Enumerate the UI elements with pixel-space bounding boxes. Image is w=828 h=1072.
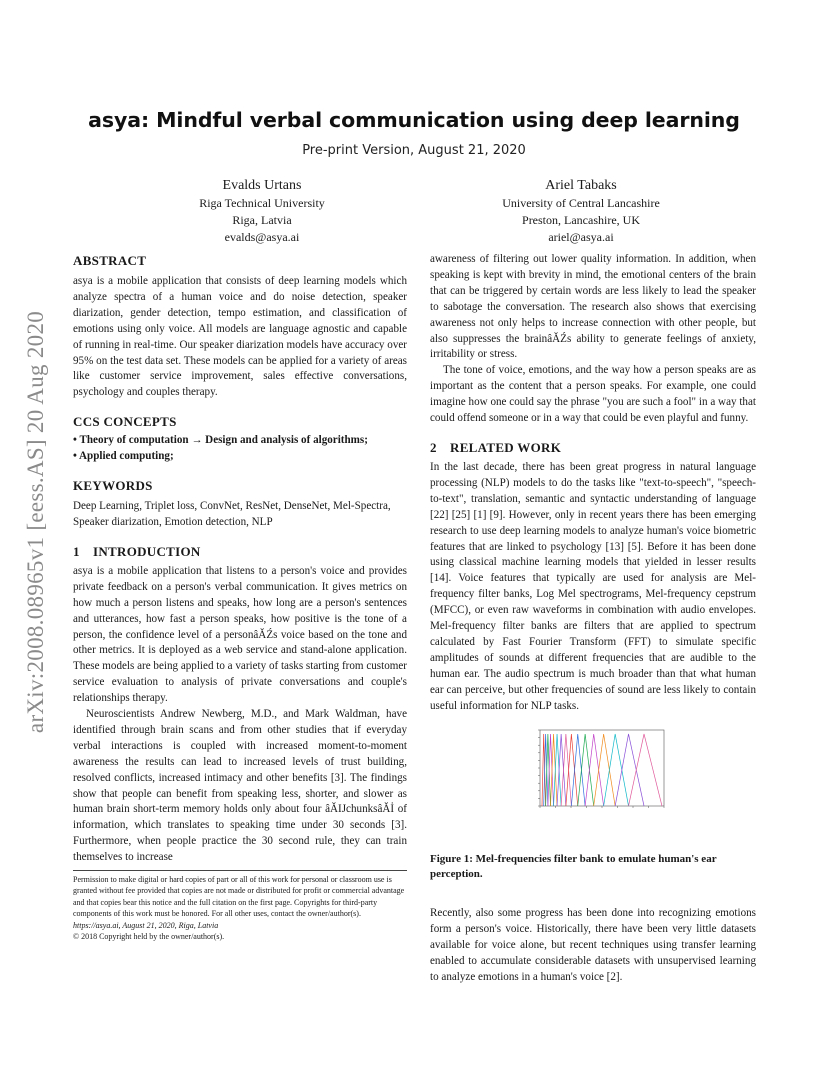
related-work-paragraph: In the last decade, there has been great progress in natural language processing (NLP) models to do the tasks like "text-to-speech", "speech-to-text", translation, semantic and syntactic understanding of language [22] [25] [1] [9]. However, only in recent years there has been emerging research to use deep learning models to analyze human's voice biometric features that are linked to psychology [13] [5]. Before it has been done using classical machine learning models that yielded in lesser results [14]. Voice features that typically are used for analysis are Mel-frequency filter banks, Log Mel spectrograms, Mel-frequency cepstrum (MFCC), or even raw waveforms in combination with audio envelopes. Mel-frequency filter banks are filters that are applied to spectrum calculated by Fast Fourier Transform (FFT) to simulate specific amplitudes of sounds at different frequencies that are audible to the human ear. The audio spectrum is much broader than that what human ear can perceive, but other frequencies of sound are less likely to contain useful information for NLP tasks. xyxy=(430,460,756,712)
intro-paragraph-2: Neuroscientists Andrew Newberg, M.D., and Mark Waldman, have identified through brain scans and from other studies that if everyday verbal interactions is coupled with increased moment-to-moment awareness the results can lead to increased levels of trust building, resolved conflicts, increased intimacy and other benefits [3]. The findings show that people can benefit from speaking less, shorter, and slower as human brain short-term memory holds only about four âĂIJchunksâĂİ of information, which translates to speaking time under 30 seconds [3]. Furthermore, when people practice the 30 second rule, they can train themselves to increase xyxy=(73,708,407,864)
venue-text: https://asya.ai, August 21, 2020, Riga, Latvia xyxy=(73,920,219,930)
arxiv-sidebar xyxy=(20,272,52,772)
ccs-item: • Theory of computation → Design and analysis of algorithms; xyxy=(73,434,368,447)
abstract-text: asya is a mobile application that consists of deep learning models which analyze spectra of a human voice and do noise detection, speaker diarization, gender detection, tempo estimation, and classification of emotions using only voice. All models are language agnostic and capable of running in real-time. Our speaker diarization models have accuracy over 95% on the test data set. These models can be applied for a variety of areas like customer service improvement, sales effective conversations, psychology and couples therapy. xyxy=(73,275,407,399)
permission-text: Permission to make digital or hard copies of part or all of this work for personal or classroom use is granted without fee provided that copies are not made or distributed for profit or commercial advantage and that copies bear this notice and the full citation on the first page. Copyrights for third-party components of this work must be honored. For all other uses, contact the owner/author(s). xyxy=(73,875,405,919)
body-paragraph: The tone of voice, emotions, and the way how a person speaks are as important as the content that a person speaks. For example, one could imagine how one could say the phrase "you are such a fool" in a way that could offend someone or in a way that could be even playful and funny. xyxy=(430,364,756,425)
filter-triangle xyxy=(566,734,578,806)
mel-filterbank-figure xyxy=(518,724,668,820)
copyright-text: © 2018 Copyright held by the owner/author(s). xyxy=(73,932,225,942)
intro-paragraph-1: asya is a mobile application that listens to a person's voice and provides private feedback on a person's verbal communication. It gives metrics on how much a person listens and speaks, how long are a person's sentences and utterances, how fast a person speaks, how positive is the tone of a person, the confidence level of a personâĂŹs voice based on the tone and other metrics. It is deployed as a web service and stand-alone application. These models are being applied to a variety of tasks starting from customer service evaluation to analysis of private conversations and couple's relationships therapy. xyxy=(73,564,407,705)
body-paragraph: awareness of filtering out lower quality information. In addition, when speaking is kept with brevity in mind, the emotional centers of the brain that can be triggered by certain words are less likely to lead the speaker to sabotage the conversation. The research also shows that exercising awareness not only helps to increase connection with other people, but also suppresses the brainâĂŹs ability to generate feelings of anxiety, irritability or stress. xyxy=(430,253,756,361)
ccs-item: • Applied computing; xyxy=(73,450,174,463)
section-number: 2 xyxy=(430,439,437,455)
arxiv-stamp: arXiv:2008.08965v1 [eess.AS] 20 Aug 2020 xyxy=(23,310,48,734)
paper-subtitle: Pre-print Version, August 21, 2020 xyxy=(302,143,526,158)
author-name: Evalds Urtans xyxy=(222,178,302,193)
filter-triangle xyxy=(571,734,585,806)
author-name: Ariel Tabaks xyxy=(545,178,617,193)
filter-triangle xyxy=(594,734,615,806)
keywords-text: Deep Learning, Triplet loss, ConvNet, ResNet, DenseNet, Mel-Spectra, Speaker diarization, Emotion detection, NLP xyxy=(73,500,391,528)
figure-caption: Figure 1: Mel-frequencies filter bank to emulate human's ear perception. xyxy=(430,853,717,881)
figure-1 xyxy=(430,724,756,822)
author-email: evalds@asya.ai xyxy=(224,230,300,244)
right-column xyxy=(430,252,756,986)
paper-title: asya: Mindful verbal communication using deep learning xyxy=(88,108,740,132)
author-block-1 xyxy=(112,176,412,246)
author-location: Riga, Latvia xyxy=(232,213,292,227)
section-number: 1 xyxy=(73,543,80,559)
section-title: RELATED WORK xyxy=(450,439,562,455)
body-paragraph: Recently, also some progress has been done into recognizing emotions form a person's voice. Historically, there have been very little datasets available for voice alone, but recent techniques using transfer learning enabled to accumulate considerable datasets with unsupervised learning to analyze emotions in a human's voice [2]. xyxy=(430,907,756,984)
author-email: ariel@asya.ai xyxy=(548,230,614,244)
filter-triangle xyxy=(561,734,571,806)
filter-triangle xyxy=(585,734,604,806)
ccs-list xyxy=(73,433,407,465)
abstract-heading: ABSTRACT xyxy=(73,253,147,268)
filter-triangle xyxy=(604,734,629,806)
filter-triangle xyxy=(578,734,594,806)
left-column xyxy=(73,252,407,866)
footnote-rule xyxy=(73,870,407,871)
footnote xyxy=(73,870,407,942)
section-title: INTRODUCTION xyxy=(93,543,201,559)
keywords-heading: KEYWORDS xyxy=(73,478,153,494)
intro-heading xyxy=(73,543,407,561)
author-affiliation: University of Central Lancashire xyxy=(502,196,660,210)
ccs-heading: CCS CONCEPTS xyxy=(73,414,177,430)
author-affiliation: Riga Technical University xyxy=(199,196,325,210)
author-block-2 xyxy=(431,176,731,246)
filter-triangle xyxy=(615,734,644,806)
related-work-heading xyxy=(430,439,756,457)
author-location: Preston, Lancashire, UK xyxy=(522,213,640,227)
filter-triangle xyxy=(629,734,662,806)
filter-triangle xyxy=(557,734,566,806)
